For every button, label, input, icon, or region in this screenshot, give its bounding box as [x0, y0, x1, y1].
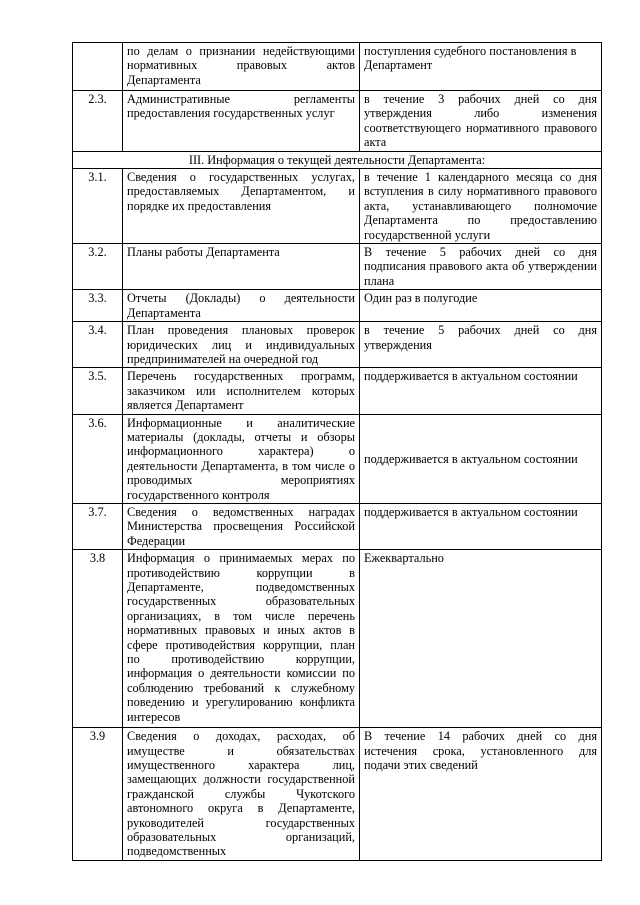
disclosure-table: [72, 42, 602, 861]
row-term: В течение 14 рабочих дней со дня истечения срока, установленного для подачи этих сведений: [360, 728, 602, 861]
row-description: План проведения плановых проверок юридических лиц и индивидуальных предпринимателей на очередной год: [123, 322, 360, 368]
row-number: 3.9: [73, 728, 123, 861]
row-description: по делам о признании недействующими нормативных правовых актов Департамента: [123, 43, 360, 91]
row-term: поддерживается в актуальном состоянии: [360, 414, 602, 503]
table-row: [73, 728, 602, 861]
row-term: Ежеквартально: [360, 550, 602, 728]
section-heading: III. Информация о текущей деятельности Департамента:: [73, 151, 602, 168]
row-term: в течение 5 рабочих дней со дня утверждения: [360, 322, 602, 368]
table-row: [73, 550, 602, 728]
table-row: [73, 91, 602, 152]
row-number: 3.3.: [73, 290, 123, 322]
row-term: в течение 1 календарного месяца со дня вступления в силу нормативного правового акта, устанавливающего полномочие Департамента по предоставлению государственной услуги: [360, 169, 602, 244]
row-term: поддерживается в актуальном состоянии: [360, 503, 602, 549]
row-description: Перечень государственных программ, заказчиком или исполнителем которых является Департамент: [123, 368, 360, 414]
row-description: Административные регламенты предоставления государственных услуг: [123, 91, 360, 152]
row-number: 3.1.: [73, 169, 123, 244]
row-number: 2.3.: [73, 91, 123, 152]
table-row: [73, 368, 602, 414]
row-description: Сведения о доходах, расходах, об имуществе и обязательствах имущественного характера лиц, замещающих должности государственной гражданской службы Чукотского автономного округа в Департаменте, руководителей государственных образовательных организаций, подведомственных: [123, 728, 360, 861]
row-number: 3.8: [73, 550, 123, 728]
table-row: [73, 414, 602, 503]
row-description: Информация о принимаемых мерах по противодействию коррупции в Департаменте, подведомственных государственных образовательных организациях, в том числе перечень нормативных правовых и иных актов в сфере противодействия коррупции, план по противодействию коррупции, информация о деятельности комиссии по соблюдению требований к служебному поведению и урегулированию конфликта интересов: [123, 550, 360, 728]
row-term: поддерживается в актуальном состоянии: [360, 368, 602, 414]
row-term: в течение 3 рабочих дней со дня утверждения либо изменения соответствующего нормативного правового акта: [360, 91, 602, 152]
row-number: 3.7.: [73, 503, 123, 549]
row-description: Отчеты (Доклады) о деятельности Департамента: [123, 290, 360, 322]
row-number: 3.2.: [73, 244, 123, 290]
table-row: [73, 322, 602, 368]
table-row: [73, 503, 602, 549]
row-term: поступления судебного постановления в Департамент: [360, 43, 602, 91]
row-number: 3.4.: [73, 322, 123, 368]
row-description: Сведения о ведомственных наградах Министерства просвещения Российской Федерации: [123, 503, 360, 549]
table-row: [73, 169, 602, 244]
section-row: [73, 151, 602, 168]
table-row: [73, 244, 602, 290]
row-number: [73, 43, 123, 91]
row-description: Планы работы Департамента: [123, 244, 360, 290]
table-row: [73, 290, 602, 322]
row-number: 3.5.: [73, 368, 123, 414]
row-description: Информационные и аналитические материалы (доклады, отчеты и обзоры информационного характера) о деятельности Департамента, в том числе о проводимых мероприятиях государственного контроля: [123, 414, 360, 503]
row-term: В течение 5 рабочих дней со дня подписания правового акта об утверждении плана: [360, 244, 602, 290]
row-description: Сведения о государственных услугах, предоставляемых Департаментом, и порядке их предоставления: [123, 169, 360, 244]
row-term: Один раз в полугодие: [360, 290, 602, 322]
table-row: [73, 43, 602, 91]
row-number: 3.6.: [73, 414, 123, 503]
